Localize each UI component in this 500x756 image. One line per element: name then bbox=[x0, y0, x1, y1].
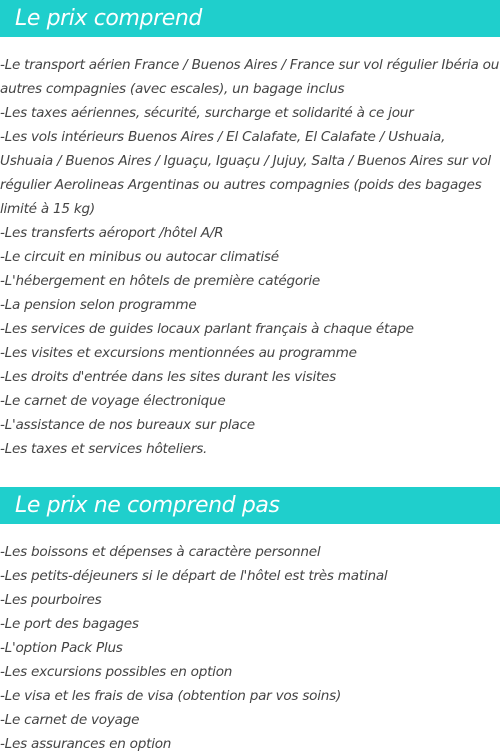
list-item: -Les taxes et services hôteliers. bbox=[0, 441, 208, 457]
price-includes-title: Le prix comprend bbox=[15, 6, 202, 31]
list-item: -Les pourboires bbox=[0, 592, 102, 608]
list-item: -L'assistance de nos bureaux sur place bbox=[0, 417, 255, 433]
list-item: -Les services de guides locaux parlant français à chaque étape bbox=[0, 321, 414, 337]
price-excludes-header bbox=[0, 487, 500, 524]
list-item: -Le port des bagages bbox=[0, 616, 139, 632]
list-item: -Le carnet de voyage bbox=[0, 712, 140, 728]
list-item: -Les petits-déjeuners si le départ de l'hôtel est très matinal bbox=[0, 568, 388, 584]
price-excludes-list bbox=[0, 540, 500, 756]
list-item: -Les vols intérieurs Buenos Aires / El Calafate, El Calafate / Ushuaia, Ushuaia / Buenos Aires / Iguaçu, Iguaçu / Jujuy, Salta / Buenos Aires sur vol régulier Aerolineas Argentinas ou autres compagnies (poids des bagages limité à 15 kg) bbox=[0, 129, 491, 217]
price-excludes-title: Le prix ne comprend pas bbox=[15, 493, 280, 518]
list-item: -Le carnet de voyage électronique bbox=[0, 393, 226, 409]
list-item: -L'option Pack Plus bbox=[0, 640, 123, 656]
list-item: -Le transport aérien France / Buenos Aires / France sur vol régulier Ibéria ou autres compagnies (avec escales), un bagage inclus bbox=[0, 57, 500, 97]
price-includes-header bbox=[0, 0, 500, 37]
list-item: -Les assurances en option bbox=[0, 736, 172, 752]
list-item: -Les boissons et dépenses à caractère personnel bbox=[0, 544, 321, 560]
list-item: -Les visites et excursions mentionnées au programme bbox=[0, 345, 357, 361]
list-item: -Le circuit en minibus ou autocar climatisé bbox=[0, 249, 279, 265]
list-item: -L'hébergement en hôtels de première catégorie bbox=[0, 273, 320, 289]
list-item: -Les transferts aéroport /hôtel A/R bbox=[0, 225, 224, 241]
list-item: -La pension selon programme bbox=[0, 297, 197, 313]
list-item: -Le visa et les frais de visa (obtention par vos soins) bbox=[0, 688, 342, 704]
list-item: -Les taxes aériennes, sécurité, surcharge et solidarité à ce jour bbox=[0, 105, 414, 121]
list-item: -Les excursions possibles en option bbox=[0, 664, 233, 680]
list-item: -Les droits d'entrée dans les sites durant les visites bbox=[0, 369, 337, 385]
price-includes-list bbox=[0, 53, 500, 461]
